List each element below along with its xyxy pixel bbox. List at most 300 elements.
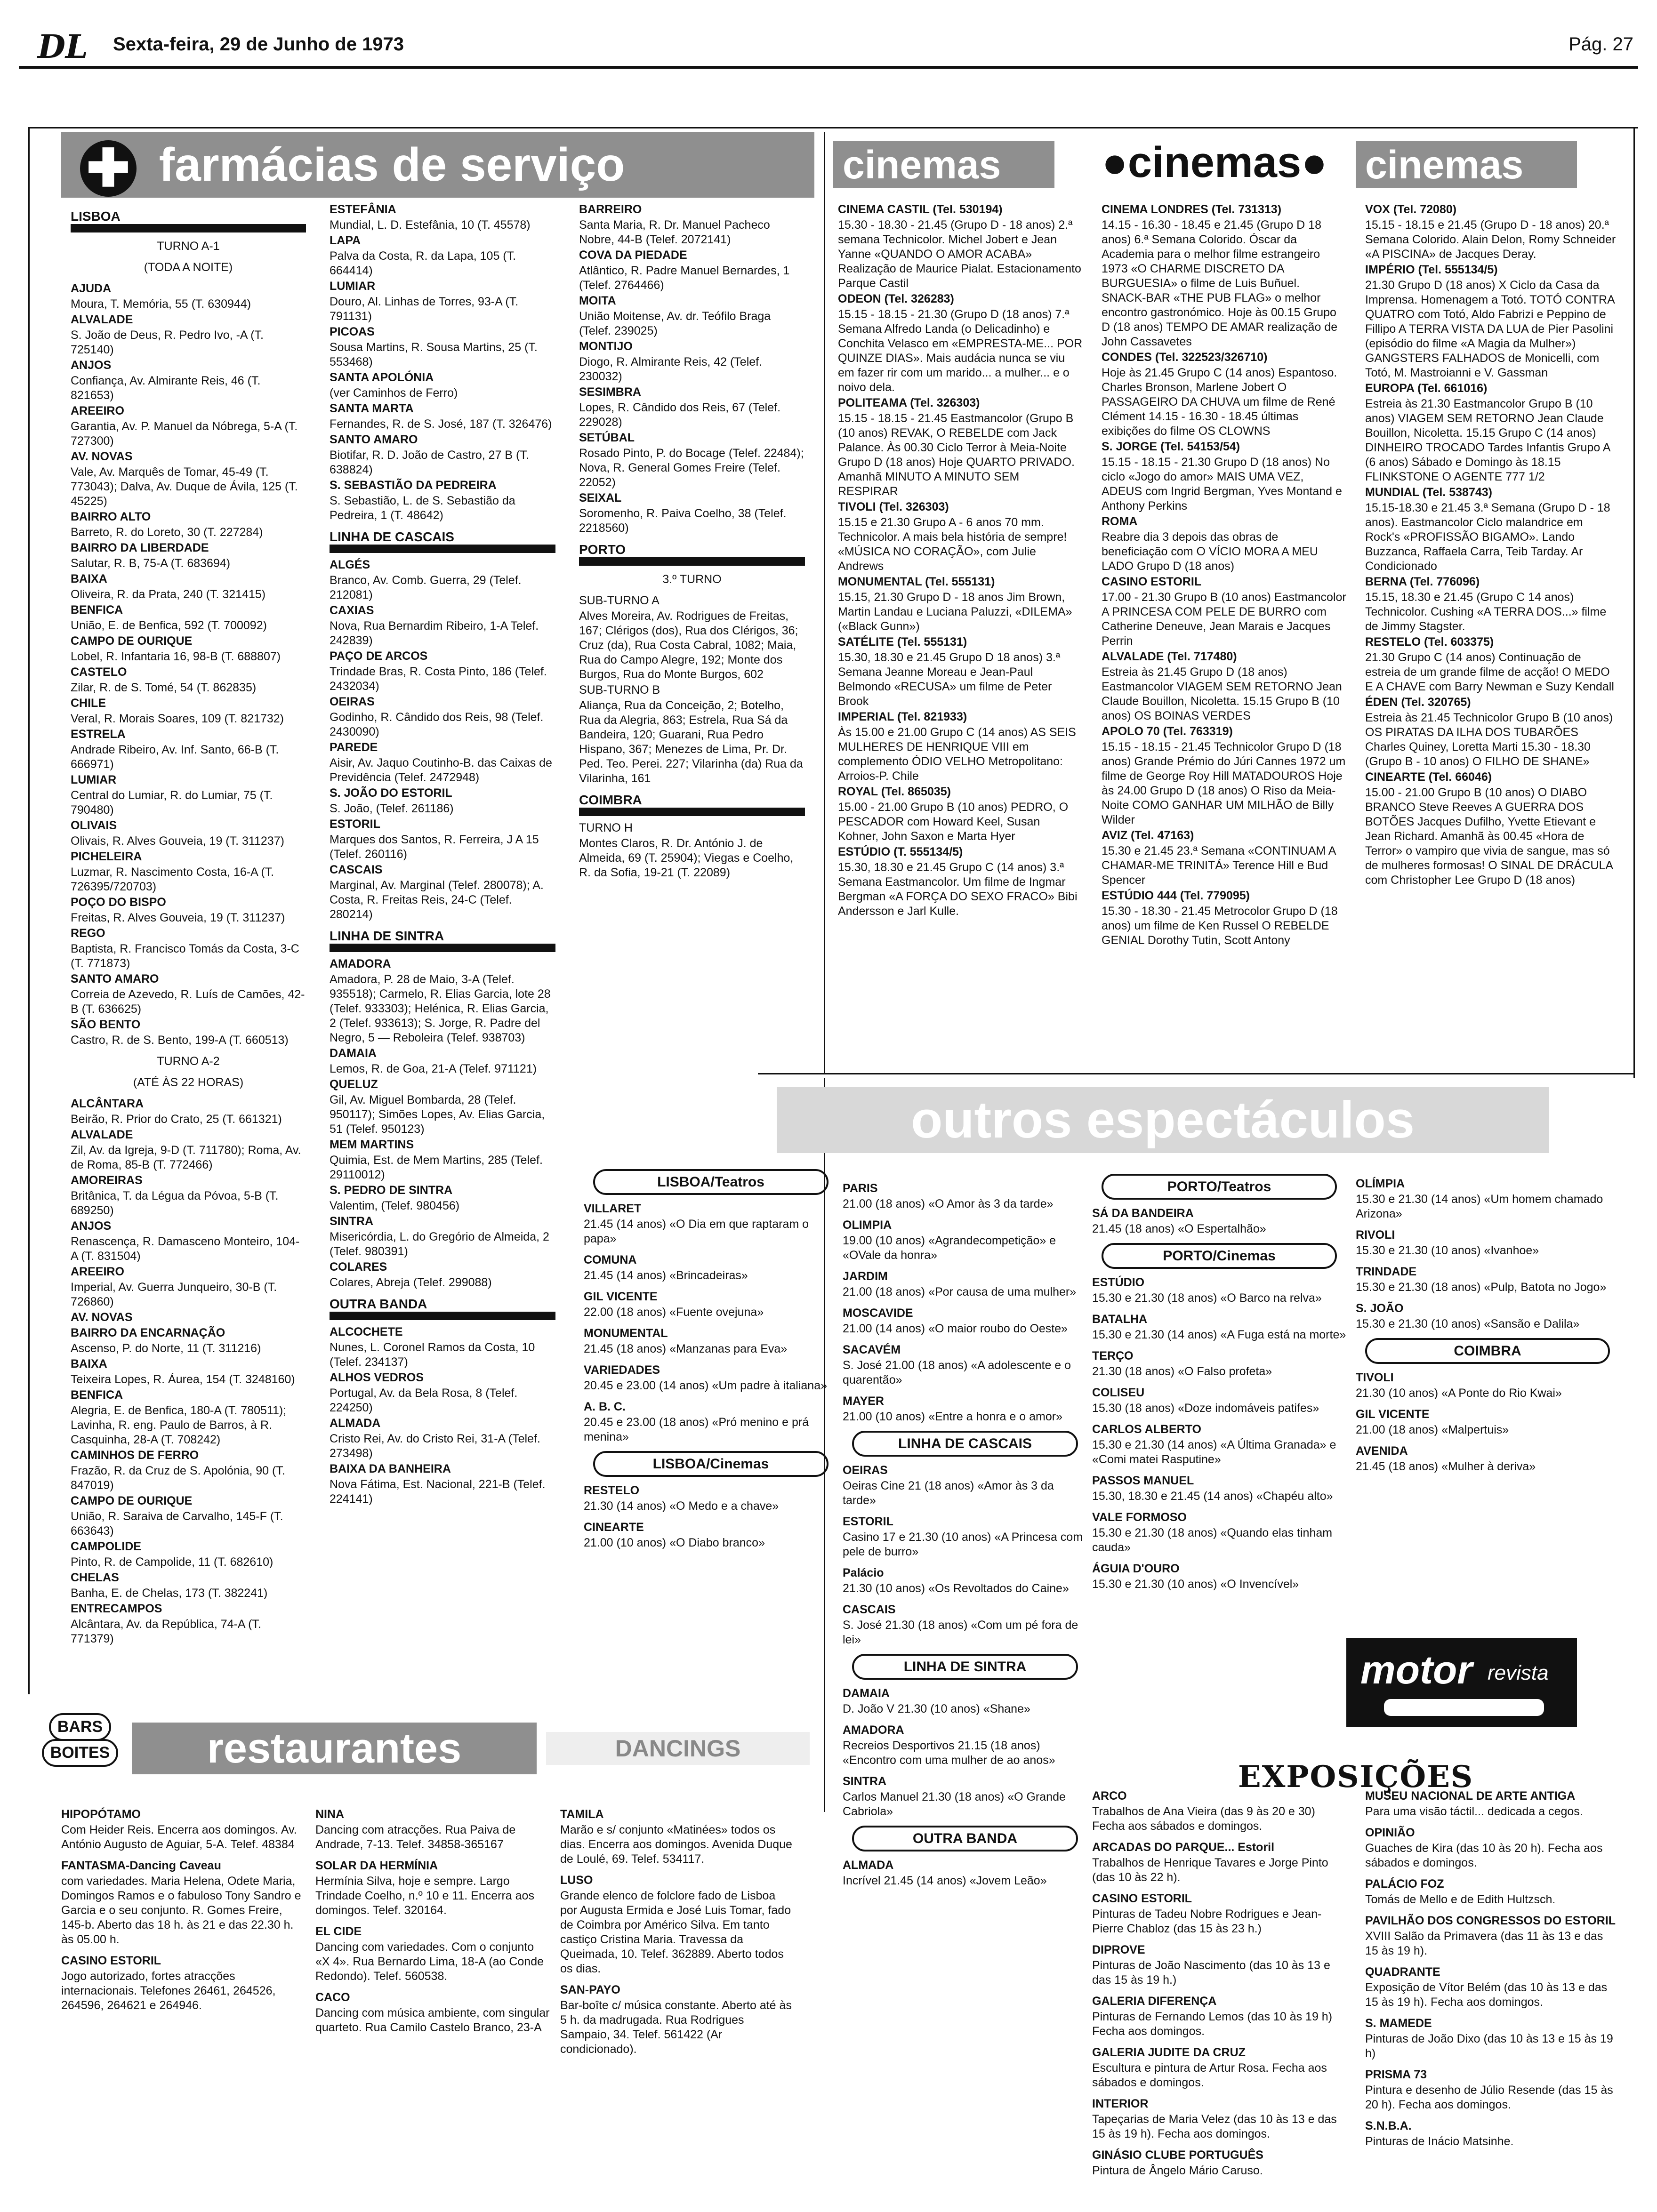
venue-name: ESTÚDIO <box>1092 1276 1145 1289</box>
listing-entry: 15.15 - 18.15 e 21.45 (Grupo D - 18 anos) 20.ª Semana Colorido. Alain Delon, Romy Schneider «A PISCINA» de Jacques Deray. <box>1365 218 1616 261</box>
venue-details: 21.00 (18 anos) «O Amor às 3 da tarde» <box>843 1197 1054 1210</box>
listing-item <box>584 1202 838 1246</box>
listing-entry: Estreia às 21.45 Technicolor Grupo B (10 anos) OS PIRATAS DA ILHA DOS TUBARÕES Charles Quiney, Loretta Marti 15.30 - 18.30 (Grupo B - 10 anos) O FILHO DE SHANE» <box>1365 711 1613 768</box>
listing-entry: Godinho, R. Cândido dos Reis, 98 (Telef. 2430090) <box>330 711 544 738</box>
venue-name: CARLOS ALBERTO <box>1092 1423 1201 1436</box>
listing-item <box>843 1269 1087 1299</box>
listing-entry: Baptista, R. Francisco Tomás da Costa, 3-C (T. 771873) <box>71 942 299 970</box>
venue-name: PRISMA 73 <box>1365 2068 1427 2081</box>
venue-details: Dancing com atracções. Rua Paiva de Andrade, 7-13. Telef. 34858-365167 <box>315 1823 516 1851</box>
district-heading: CASCAIS <box>330 863 383 876</box>
listing-entry: Salutar, R. B, 75-A (T. 683694) <box>71 557 231 570</box>
district-heading: SETÚBAL <box>579 431 635 444</box>
district-heading: CHILE <box>71 697 106 710</box>
district-heading: AV. NOVAS <box>71 1311 133 1324</box>
district-heading: OEIRAS <box>330 695 375 708</box>
listing-item <box>584 1253 838 1283</box>
venue-name: OLIMPIA <box>843 1218 892 1232</box>
district-heading: BAIRRO DA ENCARNAÇÃO <box>71 1326 225 1339</box>
district-heading: MONTIJO <box>579 340 633 353</box>
listing-item <box>843 1686 1087 1716</box>
district-heading: ANJOS <box>71 359 112 372</box>
listing-entry: 14.15 - 16.30 - 18.45 e 21.45 (Grupo D 18 anos) 6.ª Semana Colorido. Óscar da Academia para o melhor filme estrangeiro 1973 «O CHARME DISCRETO DA BURGUESIA» o filme de Luis Buñuel. SNACK-BAR «THE PUB FLAG» o melhor encontro gastronómico. Hoje às 00.15 Grupo D (18 anos) TEMPO DE AMAR realização de John Cassavetes <box>1102 218 1338 348</box>
listing-entry: Estreia às 21.30 Eastmancolor Grupo B (10 anos) VIAGEM SEM RETORNO Jean Claude Bouillon, Nicoletta. 15.15 Grupo C (14 anos) DINHEIRO TROCADO Tardes Infantis Grupo A (6 anos) Sábado e Domingo às 18.15 FLINKSTONE O AGENTE 777 1/2 <box>1365 397 1610 483</box>
listing-item <box>1365 1914 1619 1958</box>
listing-entry: 15.00 - 21.00 Grupo B (10 anos) PEDRO, O PESCADOR com Howard Keel, Susan Kohner, John Saxon e Marta Hyer <box>838 801 1069 843</box>
venue-name: CASINO ESTORIL <box>61 1954 161 1967</box>
venue-details: 20.45 e 23.00 (14 anos) «Um padre à italiana» <box>584 1379 828 1392</box>
district-heading: CINEARTE (Tel. 66046) <box>1365 770 1492 784</box>
listing-item <box>1356 1177 1619 1221</box>
district-heading: LAPA <box>330 234 361 247</box>
district-heading: ESTORIL <box>330 817 380 831</box>
venue-name: DAMAIA <box>843 1687 890 1700</box>
page-number: Pág. 27 <box>1569 34 1633 55</box>
listing-item <box>315 1859 551 1918</box>
listing-entry: Misericórdia, L. do Gregório de Almeida, 2 (Telef. 980391) <box>330 1230 549 1258</box>
district-heading: BARREIRO <box>579 203 642 216</box>
listing-entry: Portugal, Av. da Bela Rosa, 8 (Telef. 224250) <box>330 1387 518 1414</box>
outros-porto-column <box>1092 1167 1346 1598</box>
restaurantes-column-3 <box>560 1803 796 2063</box>
listing-item <box>1356 1407 1619 1437</box>
listing-entry: Renascença, R. Damasceno Monteiro, 104-A (T. 831504) <box>71 1235 300 1263</box>
district-heading: APOLO 70 (Tel. 763319) <box>1102 725 1233 738</box>
listing-entry: Fernandes, R. de S. José, 187 (T. 326476) <box>330 417 552 431</box>
venue-name: TRINDADE <box>1356 1265 1417 1278</box>
venue-details: 21.30 (18 anos) «O Falso profeta» <box>1092 1365 1272 1378</box>
venue-name: AMADORA <box>843 1723 904 1737</box>
venue-details: 21.45 (18 anos) «Manzanas para Eva» <box>584 1342 788 1355</box>
district-heading: BAIRRO DA LIBERDADE <box>71 541 209 554</box>
listing-entry: 21.30 Grupo C (14 anos) Continuação de estreia de um grande filme de acção! O MEDO E A CHAVE com Barry Newman e Suzy Kendall <box>1365 651 1614 693</box>
listing-entry: Veral, R. Morais Soares, 109 (T. 821732) <box>71 712 284 725</box>
page-header <box>19 28 1638 69</box>
venue-details: Recreios Desportivos 21.15 (18 anos) «Encontro com uma mulher de ao anos» <box>843 1739 1055 1767</box>
restaurantes-banner: restaurantes <box>132 1723 537 1774</box>
listing-entry: Britânica, T. da Légua da Póvoa, 5-B (T. 689250) <box>71 1189 279 1217</box>
listing-entry: 17.00 - 21.30 Grupo B (10 anos) Eastmancolor A PRINCESA COM PELE DE BURRO com Catherine Deneuve, Jean Marais e Jacques Perrin <box>1102 591 1346 648</box>
district-heading: SINTRA <box>330 1215 374 1228</box>
listing-entry: 15.30 e 21.45 23.ª Semana «CONTINUAM A CHAMAR-ME TRINITÁ» Terence Hill e Bud Spencer <box>1102 844 1336 887</box>
listing-entry: 15.15 - 18.15 - 21.45 Technicolor Grupo D (18 anos) Grande Prémio do Júri Cannes 1972 um filme de George Roy Hill MATADOUROS Hoje às 24.00 Grupo D (18 anos) O Riso da Meia-Noite COMO GANHAR UM MILHÃO de Billy Wilder <box>1102 740 1346 826</box>
outros-espetaculos-banner: outros espectáculos <box>777 1087 1549 1153</box>
venue-details: 21.45 (18 anos) «Mulher à deriva» <box>1356 1460 1536 1473</box>
listing-entry: Marginal, Av. Marginal (Telef. 280078); A. Costa, R. Freitas Reis, 24-C (Telef. 280214) <box>330 879 544 921</box>
district-heading: COVA DA PIEDADE <box>579 248 687 262</box>
venue-details: Pintura de Ângelo Mário Caruso. <box>1092 2164 1263 2177</box>
district-heading: SANTO AMARO <box>330 433 418 446</box>
district-heading: ALMADA <box>330 1417 381 1430</box>
district-heading: ESTÚDIO (T. 555134/5) <box>838 845 963 858</box>
listing-entry: Branco, Av. Comb. Guerra, 29 (Telef. 212081) <box>330 574 522 601</box>
listing-item <box>843 1858 1087 1888</box>
venue-details: 15.30 (18 anos) «Doze indomáveis patifes» <box>1092 1402 1319 1415</box>
listing-item <box>584 1363 838 1393</box>
cinemas-column-1 <box>838 202 1083 920</box>
listing-entry: Sousa Martins, R. Sousa Martins, 25 (T. 553468) <box>330 341 538 369</box>
listing-item <box>61 1859 306 1947</box>
district-heading: PICOAS <box>330 325 375 338</box>
listing-entry: Aisir, Av. Jaquo Coutinho-B. das Caixas de Previdência (Telef. 2472948) <box>330 756 552 784</box>
listing-entry: Garantia, Av. P. Manuel da Nóbrega, 5-A (T. 727300) <box>71 420 298 448</box>
linha-sintra-heading: LINHA DE SINTRA <box>852 1654 1078 1680</box>
district-heading: VOX (Tel. 72080) <box>1365 203 1457 216</box>
section-heading: LINHA DE CASCAIS <box>330 529 555 553</box>
restaurantes-column-1 <box>61 1803 306 2020</box>
venue-name: INTERIOR <box>1092 2097 1149 2110</box>
venue-details: com variedades. Maria Helena, Odete Maria, Domingos Ramos e o fabuloso Tony Sandro e Garcia e o seu conjunto. R. Gomes Freire, 145-b. Aberto das 18 h. às 21 e das 22.30 h. às 05.00 h. <box>61 1875 301 1946</box>
district-heading: DAMAIA <box>330 1047 377 1060</box>
venue-name: SÁ DA BANDEIRA <box>1092 1207 1194 1220</box>
venue-details: Pintura e desenho de Júlio Resende (das 15 às 20 h). Fecha aos domingos. <box>1365 2084 1613 2111</box>
listing-entry: Lopes, R. Cândido dos Reis, 67 (Telef. 229028) <box>579 401 781 429</box>
listing-item <box>1092 1312 1346 1342</box>
venue-name: GALERIA DIFERENÇA <box>1092 1995 1217 2008</box>
listing-entry: Imperial, Av. Guerra Junqueiro, 30-B (T. 726860) <box>71 1281 277 1308</box>
listing-entry: TURNO H <box>579 821 633 834</box>
venue-details: Trabalhos de Henrique Tavares e Jorge Pinto (das 10 às 22 h). <box>1092 1856 1328 1884</box>
district-heading: SANTO AMARO <box>71 972 159 986</box>
listing-entry: S. Sebastião, L. de S. Sebastião da Pedreira, 1 (T. 48642) <box>330 494 515 522</box>
listing-item <box>1092 1994 1346 2039</box>
venue-details: Pinturas de João Nascimento (das 10 às 13 e das 15 às 19 h.) <box>1092 1959 1330 1987</box>
listing-item <box>560 1873 796 1976</box>
listing-item <box>843 1515 1087 1559</box>
porto-cinemas-heading: PORTO/Cinemas <box>1102 1243 1337 1269</box>
listing-item <box>1356 1444 1619 1474</box>
listing-entry: Lobel, R. Infantaria 16, 98-B (T. 688807) <box>71 650 281 663</box>
listing-entry: Alcântara, Av. da República, 74-A (T. 771379) <box>71 1618 261 1645</box>
outros-lisboa-column <box>584 1162 838 1557</box>
district-heading: CAMPO DE OURIQUE <box>71 1494 193 1507</box>
venue-name: S. MAMEDE <box>1365 2017 1432 2030</box>
venue-name: MAYER <box>843 1395 884 1408</box>
venue-details: 21.45 (14 anos) «Brincadeiras» <box>584 1269 748 1282</box>
listing-entry: Nova Fátima, Est. Nacional, 221-B (Telef. 224141) <box>330 1478 546 1506</box>
venue-name: PAVILHÃO DOS CONGRESSOS DO ESTORIL <box>1365 1914 1616 1927</box>
venue-name: GIL VICENTE <box>584 1290 658 1303</box>
listing-entry: Zilar, R. de S. Tomé, 54 (T. 862835) <box>71 681 257 694</box>
listing-entry: Lemos, R. de Goa, 21-A (Telef. 971121) <box>330 1062 537 1075</box>
district-heading: AV. NOVAS <box>71 450 133 463</box>
venue-details: Exposição de Vítor Belém (das 10 às 13 e das 15 às 19 h). Fecha aos domingos. <box>1365 1981 1608 2009</box>
turno-heading: (TODA A NOITE) <box>144 261 233 274</box>
venue-details: Marão e s/ conjunto «Matinées» todos os dias. Encerra aos domingos. Avenida Duque de Loulé, 69. Telef. 534117. <box>560 1823 792 1866</box>
listing-entry: 21.30 Grupo D (18 anos) X Ciclo da Casa da Imprensa. Homenagem a Totó. TOTÓ CONTRA QUATRO com Totó, Aldo Fabrizi e Peppino de Fillipo A TERRA VISTA DA LUA de Pier Pasolini (episódio do filme «A Magia da Mulher») GANGSTERS FALHADOS de Monicelli, com Totó, M. Mastroianni e V. Gassman <box>1365 279 1615 379</box>
listing-item <box>1092 1840 1346 1885</box>
listing-entry: Nova, Rua Bernardim Ribeiro, 1-A Telef. 242839) <box>330 619 539 647</box>
venue-details: Incrível 21.45 (14 anos) «Jovem Leão» <box>843 1874 1047 1887</box>
venue-details: 21.00 (10 anos) «O Diabo branco» <box>584 1536 765 1549</box>
listing-item <box>1356 1301 1619 1331</box>
section-heading: PORTO <box>579 542 805 566</box>
venue-details: Carlos Manuel 21.30 (18 anos) «O Grande Cabriola» <box>843 1790 1066 1818</box>
venue-name: CINEARTE <box>584 1521 644 1534</box>
listing-item <box>560 1983 796 2057</box>
venue-details: Tomás de Mello e de Edith Hultzsch. <box>1365 1893 1556 1906</box>
district-heading: ROYAL (Tel. 865035) <box>838 785 951 798</box>
listing-item <box>1092 1422 1346 1467</box>
venue-name: HIPOPÓTAMO <box>61 1808 141 1821</box>
venue-name: ALMADA <box>843 1859 894 1872</box>
venue-name: CACO <box>315 1991 350 2004</box>
listing-item <box>584 1290 838 1320</box>
listing-entry: Valentim, (Telef. 980456) <box>330 1199 460 1212</box>
listing-entry: Soromenho, R. Paiva Coelho, 38 (Telef. 2218560) <box>579 507 787 535</box>
venue-name: Palácio <box>843 1566 884 1579</box>
listing-entry: 15.30, 18.30 e 21.45 Grupo C (14 anos) 3.ª Semana Eastmancolor. Um filme de Ingmar Bergman «A FORÇA DO SEXO FRACO» Bibi Andersson e Jarl Kulle. <box>838 861 1078 918</box>
venue-details: 22.00 (18 anos) «Fuente ovejuna» <box>584 1306 764 1319</box>
listing-item <box>843 1566 1087 1596</box>
listing-entry: 15.15 - 18.15 - 21.45 Eastmancolor (Grupo B (10 anos) REVAK, O REBELDE com Jack Palance. Às 00.30 Ciclo Terror à Meia-Noite Grupo D (18 anos) Hoje QUARTO PRIVADO. Amanhã MINUTO A MINUTO SEM RESPIRAR <box>838 412 1075 498</box>
district-heading: CASINO ESTORIL <box>1102 575 1202 588</box>
venue-name: ARCADAS DO PARQUE... Estoril <box>1092 1841 1275 1854</box>
venue-name: ESTORIL <box>843 1515 893 1528</box>
district-heading: SANTA APOLÓNIA <box>330 371 434 384</box>
venue-name: OEIRAS <box>843 1464 888 1477</box>
venue-name: MUSEU NACIONAL DE ARTE ANTIGA <box>1365 1789 1576 1803</box>
district-heading: AREEIRO <box>71 404 124 417</box>
listing-entry: Alves Moreira, Av. Rodrigues de Freitas, 167; Clérigos (dos), Rua dos Clérigos, 36; Cruz (da), Rua Costa Cabral, 1082; Maia, Rua do Campo Alegre, 192; Monte dos Burgos, Rua do Monte Burgos, 602 <box>579 609 798 681</box>
listing-entry: União, R. Saraiva de Carvalho, 145-F (T. 663643) <box>71 1510 283 1538</box>
district-heading: BERNA (Tel. 776096) <box>1365 575 1480 588</box>
listing-entry: Atlântico, R. Padre Manuel Bernardes, 1 (Telef. 2764466) <box>579 264 790 292</box>
venue-name: MOSCAVIDE <box>843 1306 913 1320</box>
listing-entry: Luzmar, R. Nascimento Costa, 16-A (T. 726395/720703) <box>71 866 274 893</box>
listing-item <box>61 1807 306 1852</box>
listing-item <box>843 1394 1087 1424</box>
listing-entry: Gil, Av. Miguel Bombarda, 28 (Telef. 950117); Simões Lopes, Av. Elias Garcia, 51 (Telef. 950123) <box>330 1093 545 1136</box>
district-heading: S. JORGE (Tel. 54153/54) <box>1102 440 1240 453</box>
outros-mid-column <box>843 1177 1087 1895</box>
district-heading: SÃO BENTO <box>71 1018 141 1031</box>
venue-name: SOLAR DA HERMÍNIA <box>315 1859 438 1872</box>
listing-item <box>843 1181 1087 1211</box>
district-heading: ESTRELA <box>71 728 126 741</box>
listing-item <box>1092 1206 1346 1236</box>
venue-name: A. B. C. <box>584 1400 626 1413</box>
motor-revista-ad: motor revista <box>1346 1638 1577 1727</box>
listing-entry: 15.30 - 18.30 - 21.45 (Grupo D - 18 anos) 2.ª semana Technicolor. Michel Jobert e Jean Yanne «QUANDO O AMOR ACABA» Realização de Maurice Pialat. Estacionamento Parque Castil <box>838 218 1081 290</box>
venue-details: Trabalhos de Ana Vieira (das 9 às 20 e 30) Fecha aos sábados e domingos. <box>1092 1805 1315 1833</box>
district-heading: OLIVAIS <box>71 819 117 832</box>
venue-name: EL CIDE <box>315 1925 362 1938</box>
district-heading: ALHOS VEDROS <box>330 1371 424 1384</box>
listing-entry: Montes Claros, R. Dr. António J. de Almeida, 69 (T. 25904); Viegas e Coelho, R. da Sofia, 19-21 (T. 22089) <box>579 837 794 879</box>
listing-item <box>1092 1943 1346 1988</box>
turno-heading: (ATÉ ÀS 22 HORAS) <box>133 1076 244 1089</box>
district-heading: ESTÚDIO 444 (Tel. 779095) <box>1102 889 1250 902</box>
listing-entry: Santa Maria, R. Dr. Manuel Pacheco Nobre, 44-B (Telef. 2072141) <box>579 218 770 246</box>
district-heading: AREEIRO <box>71 1265 124 1278</box>
linha-cascais-heading: LINHA DE CASCAIS <box>852 1431 1078 1457</box>
venue-details: Bar-boîte c/ música constante. Aberto até às 5 h. da madrugada. Rua Rodrigues Sampaio, 34. Telef. 561422 (Ar condicionado). <box>560 1999 792 2056</box>
dancings-banner: DANCINGS <box>546 1732 810 1765</box>
newspaper-logo: DL <box>38 28 88 66</box>
turno-heading: 3.º TURNO <box>662 573 722 586</box>
listing-entry: S. João, (Telef. 261186) <box>330 802 454 815</box>
venue-details: 21.00 (10 anos) «Entre a honra e o amor» <box>843 1410 1062 1423</box>
venue-name: PASSOS MANUEL <box>1092 1474 1194 1487</box>
listing-entry: Cristo Rei, Av. do Cristo Rei, 31-A (Telef. 273498) <box>330 1432 540 1460</box>
district-heading: ALVALADE <box>71 313 133 326</box>
venue-name: QUADRANTE <box>1365 1965 1440 1979</box>
listing-entry: Biotifar, R. D. João de Castro, 27 B (T. 638824) <box>330 449 529 476</box>
venue-details: Para uma visão táctil... dedicada a cegos. <box>1365 1805 1583 1818</box>
venue-details: 15.30, 18.30 e 21.45 (14 anos) «Chapéu alto» <box>1092 1490 1333 1503</box>
venue-name: S.N.B.A. <box>1365 2119 1412 2132</box>
district-heading: MOITA <box>579 294 616 307</box>
listing-entry: Nunes, L. Coronel Ramos da Costa, 10 (Telef. 234137) <box>330 1341 535 1369</box>
farmacias-title: farmácias de serviço <box>159 138 625 191</box>
listing-entry: Diogo, R. Almirante Reis, 42 (Telef. 230032) <box>579 355 763 383</box>
district-heading: POÇO DO BISPO <box>71 896 166 909</box>
listing-item <box>1356 1228 1619 1258</box>
venue-details: 15.30 e 21.30 (18 anos) «O Barco na relva» <box>1092 1291 1322 1305</box>
listing-entry: Reabre dia 3 depois das obras de beneficiação com O VÍCIO MORA A MEU LADO Grupo D (18 anos) <box>1102 530 1318 573</box>
listing-item <box>1365 1789 1619 1819</box>
district-heading: BENFICA <box>71 1388 123 1402</box>
listing-entry: Colares, Abreja (Telef. 299088) <box>330 1276 492 1289</box>
listing-item <box>843 1774 1087 1819</box>
district-heading: S. SEBASTIÃO DA PEDREIRA <box>330 479 497 492</box>
district-heading: CINEMA CASTIL (Tel. 530194) <box>838 203 1003 216</box>
listing-entry: Frazão, R. da Cruz de S. Apolónia, 90 (T. 847019) <box>71 1464 285 1492</box>
district-heading: ALVALADE (Tel. 717480) <box>1102 650 1237 663</box>
listing-item <box>1365 1826 1619 1870</box>
venue-name: VILLARET <box>584 1202 642 1215</box>
listing-entry: Central do Lumiar, R. do Lumiar, 75 (T. 790480) <box>71 789 273 817</box>
district-heading: ALGÉS <box>330 558 370 571</box>
venue-name: S. JOÃO <box>1356 1302 1404 1315</box>
venue-details: Casino 17 e 21.30 (10 anos) «A Princesa com pele de burro» <box>843 1531 1083 1558</box>
listing-item <box>1092 1789 1346 1834</box>
listing-item <box>584 1520 838 1550</box>
listing-entry: 15.15, 21.30 Grupo D - 18 anos Jim Brown, Martin Landau e Luciana Paluzzi, «DILEMA» («Black Gunn») <box>838 591 1072 633</box>
venue-details: 21.45 (14 anos) «O Dia em que raptaram o papa» <box>584 1218 809 1245</box>
listing-entry: Marques dos Santos, R. Ferreira, J A 15 (Telef. 260116) <box>330 833 539 861</box>
farmacias-column-3 <box>579 202 805 881</box>
venue-details: S. José 21.00 (18 anos) «A adolescente e o quarentão» <box>843 1359 1071 1387</box>
venue-details: 15.30 e 21.30 (18 anos) «Pulp, Batota no Jogo» <box>1356 1281 1607 1294</box>
listing-item <box>560 1807 796 1867</box>
listing-entry: Mundial, L. D. Estefânia, 10 (T. 45578) <box>330 218 531 232</box>
cinemas-banner-center: ●cinemas● <box>1102 138 1327 186</box>
listing-entry: Confiança, Av. Almirante Reis, 46 (T. 821653) <box>71 374 261 402</box>
venue-name: VALE FORMOSO <box>1092 1511 1187 1524</box>
venue-name: CASCAIS <box>843 1603 896 1616</box>
venue-name: PARIS <box>843 1182 878 1195</box>
district-heading: BAIXA <box>71 1357 107 1370</box>
listing-entry: Douro, Al. Linhas de Torres, 93-A (T. 791131) <box>330 295 519 323</box>
listing-entry: Freitas, R. Alves Gouveia, 19 (T. 311237) <box>71 911 285 924</box>
district-heading: AJUDA <box>71 282 112 295</box>
listing-entry: Trindade Bras, R. Costa Pinto, 186 (Telef. 2432034) <box>330 665 547 693</box>
district-heading: BAIXA <box>71 572 107 585</box>
turno-heading: TURNO A-1 <box>157 240 220 253</box>
venue-name: ÁGUIA D'OURO <box>1092 1562 1180 1575</box>
district-heading: MONUMENTAL (Tel. 555131) <box>838 575 995 588</box>
venue-details: Pinturas de Inácio Matsinhe. <box>1365 2135 1514 2148</box>
venue-details: 21.30 (14 anos) «O Medo e a chave» <box>584 1499 779 1513</box>
district-heading: IMPERIAL (Tel. 821933) <box>838 710 967 723</box>
venue-details: 21.00 (18 anos) «Por causa de uma mulher» <box>843 1285 1077 1298</box>
outra-banda-heading: OUTRA BANDA <box>852 1826 1078 1851</box>
listing-item <box>1365 2016 1619 2061</box>
venue-name: OPINIÃO <box>1365 1826 1415 1839</box>
district-heading: SANTA MARTA <box>330 402 414 415</box>
district-heading: PAÇO DE ARCOS <box>330 649 428 663</box>
listing-entry: 15.15 - 18.15 - 21.30 (Grupo D (18 anos) 7.ª Semana Alfredo Landa (o Delicadinho) e Conchita Velasco em «EMPRESTA-ME... POR QUINZE DIAS». Mais audácia nunca se viu em fazer rir com um marido... a mulher... e o noivo dela. <box>838 308 1083 394</box>
listing-item <box>1092 1386 1346 1416</box>
district-heading: PAREDE <box>330 741 378 754</box>
listing-entry: União, E. de Benfica, 592 (T. 700092) <box>71 619 267 632</box>
listing-entry: Vale, Av. Marquês de Tomar, 45-49 (T. 773043); Dalva, Av. Duque de Ávila, 125 (T. 45225) <box>71 465 298 508</box>
venue-name: MONUMENTAL <box>584 1327 668 1340</box>
district-heading: COLARES <box>330 1260 387 1274</box>
district-heading: EUROPA (Tel. 661016) <box>1365 382 1488 395</box>
exposicoes-title: EXPOSIÇÕES <box>1238 1759 1474 1795</box>
issue-date: Sexta-feira, 29 de Junho de 1973 <box>113 34 404 55</box>
listing-entry: Estreia às 21.45 Grupo D (18 anos) Eastmancolor VIAGEM SEM RETORNO Jean Claude Bouillon, Nicoletta. 15.15 Grupo B (10 anos) OS BOINAS VERDES <box>1102 665 1342 722</box>
listing-entry: Ascenso, P. do Norte, 11 (T. 311216) <box>71 1342 261 1355</box>
district-heading: ESTEFÂNIA <box>330 203 396 216</box>
venue-details: 21.30 (10 anos) «A Ponte do Rio Kwai» <box>1356 1387 1562 1400</box>
venue-details: D. João V 21.30 (10 anos) «Shane» <box>843 1702 1030 1715</box>
listing-item <box>1092 1510 1346 1555</box>
venue-details: Com Heider Reis. Encerra aos domingos. Av. António Augusto de Aguiar, 5-A. Telef. 48384 <box>61 1823 297 1851</box>
district-heading: ÉDEN (Tel. 320765) <box>1365 696 1471 709</box>
district-heading: CHELAS <box>71 1571 119 1584</box>
venue-name: BATALHA <box>1092 1313 1148 1326</box>
venue-details: Oeiras Cine 21 (18 anos) «Amor às 3 da tarde» <box>843 1479 1054 1507</box>
listing-item <box>843 1218 1087 1263</box>
listing-entry: S. João de Deus, R. Pedro Ivo, -A (T. 725140) <box>71 329 264 356</box>
venue-details: Tapeçarias de Maria Velez (das 10 às 13 e das 15 às 19 h). Fecha aos domingos. <box>1092 2113 1337 2140</box>
venue-details: Escultura e pintura de Artur Rosa. Fecha aos sábados e domingos. <box>1092 2061 1327 2089</box>
listing-entry: Beirão, R. Prior do Crato, 25 (T. 661321) <box>71 1113 282 1126</box>
district-heading: IMPÉRIO (Tel. 555134/5) <box>1365 263 1498 276</box>
venue-name: TIVOLI <box>1356 1371 1394 1384</box>
listing-item <box>1092 1891 1346 1936</box>
section-heading: LISBOA <box>71 209 306 232</box>
district-heading: AMOREIRAS <box>71 1174 143 1187</box>
venue-details: Grande elenco de folclore fado de Lisboa por Augusta Ermida e José Luis Tomar, fado de Coimbra por Américo Silva. Em tanto castiço Cristina Maria. Travessa da Queimada, 10. Telef. 362889. Aberto todos os dias. <box>560 1889 791 1975</box>
listing-entry: Moura, T. Memória, 55 (T. 630944) <box>71 297 251 311</box>
listing-item <box>584 1326 838 1356</box>
venue-details: Guaches de Kira (das 10 às 20 h). Fecha aos sábados e domingos. <box>1365 1842 1603 1869</box>
listing-item <box>1092 2097 1346 2141</box>
farmacias-banner <box>61 132 814 198</box>
venue-name: CASINO ESTORIL <box>1092 1892 1192 1905</box>
venue-name: TERÇO <box>1092 1349 1134 1362</box>
listing-item <box>1365 1965 1619 2010</box>
venue-details: 15.30 e 21.30 (18 anos) «Quando elas tinham cauda» <box>1092 1526 1333 1554</box>
venue-name: SAN-PAYO <box>560 1983 620 1996</box>
venue-name: OLÍMPIA <box>1356 1177 1405 1190</box>
listing-item <box>1356 1370 1619 1401</box>
venue-details: Dancing com variedades. Com o conjunto «X 4». Rua Bernardo Lima, 18-A (ao Conde Redondo). Telef. 560538. <box>315 1940 544 1983</box>
venue-name: JARDIM <box>843 1270 888 1283</box>
district-heading: ALCOCHETE <box>330 1325 403 1338</box>
outros-right-column <box>1356 1172 1619 1481</box>
listing-item <box>1092 1562 1346 1592</box>
venue-details: Hermínia Silva, hoje e sempre. Largo Trindade Coelho, n.º 10 e 11. Encerra aos domingos. Telef. 320164. <box>315 1875 534 1917</box>
listing-item <box>1365 2119 1619 2149</box>
venue-name: PALÁCIO FOZ <box>1365 1877 1444 1891</box>
district-heading: REGO <box>71 927 105 940</box>
